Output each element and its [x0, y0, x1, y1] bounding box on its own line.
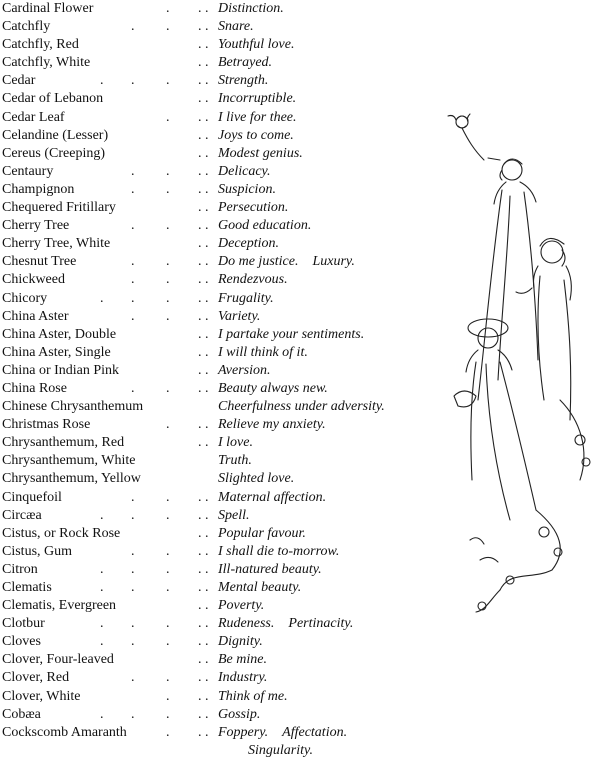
flower-name: Chequered Fritillary	[2, 200, 116, 216]
flower-meaning: Mental beauty.	[218, 580, 302, 595]
flower-name: Chrysanthemum, White	[2, 453, 136, 469]
leader-dot: .	[198, 706, 202, 722]
rose-flower-icon	[448, 114, 484, 160]
leader-dot: .	[100, 561, 104, 577]
leader-dot: .	[198, 181, 202, 197]
leader-dot: .	[205, 37, 209, 53]
flower-name: Chinese Chrysanthemum	[2, 399, 144, 415]
leader-dot: .	[131, 73, 135, 89]
flower-name: Chesnut Tree	[2, 254, 77, 270]
leader-dot: .	[131, 19, 135, 35]
leader-dot: .	[198, 19, 202, 35]
flower-name: Clotbur	[2, 616, 45, 632]
leader-dot: .	[198, 308, 202, 324]
leader-dot: .	[198, 507, 202, 523]
flower-meaning: Rendezvous.	[218, 272, 288, 288]
flower-name: China Aster	[2, 308, 69, 324]
flower-meaning: Beauty always new.	[218, 380, 328, 396]
flower-meaning-secondary: Luxury.	[312, 254, 355, 270]
leader-dot: .	[205, 73, 209, 89]
leader-dot: .	[131, 380, 135, 396]
flower-name: Cistus, or Rock Rose	[2, 525, 121, 541]
entry-row	[0, 253, 440, 271]
leader-dot: .	[166, 634, 170, 650]
leader-dot: .	[205, 362, 209, 378]
leader-dot: .	[205, 272, 209, 288]
leader-dot: .	[198, 91, 202, 107]
flower-meaning: Betrayed.	[218, 55, 273, 71]
flower-name: Cedar	[2, 73, 36, 89]
flower-name: Cherry Tree	[2, 218, 70, 234]
flower-meaning: Aversion.	[218, 362, 271, 378]
flower-meaning: Popular favour.	[218, 525, 306, 541]
entry-row	[0, 543, 440, 561]
leader-dot: .	[166, 73, 170, 89]
flower-meaning: I live for thee.	[218, 109, 297, 125]
flower-name: Cockscomb Amaranth	[2, 724, 127, 740]
flower-meaning: Incorruptible.	[218, 91, 297, 107]
entry-row	[0, 54, 440, 72]
flower-name: Cherry Tree, White	[2, 236, 111, 252]
flower-meaning: Industry.	[218, 670, 268, 686]
leader-dot: .	[205, 344, 209, 360]
flower-name: Clematis	[2, 580, 52, 595]
leader-dot: .	[205, 507, 209, 523]
flower-meaning: Dignity.	[218, 634, 263, 650]
entry-row	[0, 525, 440, 543]
flower-meaning: Spell.	[218, 507, 250, 523]
leader-dot: .	[166, 109, 170, 125]
entry-row	[0, 18, 440, 36]
leader-dot: .	[205, 670, 209, 686]
leader-dot: .	[198, 525, 202, 541]
leader-dot: .	[131, 290, 135, 306]
leader-dot: .	[205, 598, 209, 614]
flower-name: Champignon	[2, 181, 75, 197]
leader-dot: .	[205, 91, 209, 107]
entry-row	[0, 706, 440, 724]
flower-name: Cereus (Creeping)	[2, 145, 106, 161]
entry-row	[0, 145, 440, 163]
entry-row	[0, 109, 440, 127]
flower-name: Christmas Rose	[2, 417, 91, 433]
leader-dot: .	[205, 561, 209, 577]
entry-row	[0, 489, 440, 507]
leader-dot: .	[198, 417, 202, 433]
entry-row	[0, 163, 440, 181]
flower-name: China or Indian Pink	[2, 362, 120, 378]
flower-name: Cistus, Gum	[2, 543, 73, 559]
leader-dot: .	[205, 308, 209, 324]
entry-row	[0, 362, 440, 380]
leader-dot: .	[205, 380, 209, 396]
flower-name: China Rose	[2, 380, 67, 396]
flower-meaning: Cheerfulness under adversity.	[218, 399, 385, 415]
leader-dot: .	[131, 634, 135, 650]
leader-dot: .	[131, 489, 135, 505]
leader-dot: .	[205, 616, 209, 632]
entry-row	[0, 36, 440, 54]
flower-name: Chickweed	[2, 272, 65, 288]
leader-dot: .	[166, 380, 170, 396]
leader-dot: .	[205, 634, 209, 650]
leader-dot: .	[198, 254, 202, 270]
flower-meaning: I partake your sentiments.	[218, 326, 365, 342]
entry-row	[0, 290, 440, 308]
leader-dot: .	[166, 218, 170, 234]
entry-row	[0, 470, 440, 488]
leader-dot: .	[198, 55, 202, 71]
entry-row	[0, 72, 440, 90]
leader-dot: .	[198, 326, 202, 342]
leader-dot: .	[131, 616, 135, 632]
leader-dot: .	[166, 616, 170, 632]
leader-dot: .	[205, 724, 209, 740]
leader-dot: .	[100, 507, 104, 523]
flower-meaning: Gossip.	[218, 706, 261, 722]
entry-row	[0, 398, 440, 416]
flower-meaning: Strength.	[218, 73, 269, 89]
flower-meaning: Persecution.	[218, 200, 289, 216]
flower-meaning: I love.	[218, 435, 253, 451]
leader-dot: .	[205, 145, 209, 161]
leader-dot: .	[166, 580, 170, 595]
leader-dot: .	[166, 724, 170, 740]
leader-dot: .	[166, 272, 170, 288]
leader-dot: .	[198, 145, 202, 161]
flower-meaning: Ill-natured beauty.	[218, 561, 322, 577]
entry-row	[0, 235, 440, 253]
flower-meaning: Snare.	[218, 19, 254, 35]
flower-meaning: Truth.	[218, 453, 252, 469]
flower-meaning: Suspicion.	[218, 181, 276, 197]
leader-dot: .	[100, 73, 104, 89]
leader-dot: .	[100, 580, 104, 595]
leader-dot: .	[205, 55, 209, 71]
leader-dot: .	[166, 489, 170, 505]
leader-dot: .	[205, 525, 209, 541]
leader-dot: .	[198, 580, 202, 595]
leader-dot: .	[166, 706, 170, 722]
leader-dot: .	[198, 670, 202, 686]
flower-name: Catchfly, Red	[2, 37, 79, 53]
entry-row	[0, 507, 440, 525]
entry-row	[0, 90, 440, 108]
leader-dot: .	[198, 127, 202, 143]
flower-meaning: Youthful love.	[218, 37, 295, 53]
flower-name: Clover, Red	[2, 670, 70, 686]
leader-dot: .	[166, 543, 170, 559]
leader-dot: .	[198, 236, 202, 252]
flower-meaning: Variety.	[218, 308, 261, 324]
entry-row	[0, 326, 440, 344]
girl-top-icon	[478, 158, 538, 400]
leader-dot: .	[205, 127, 209, 143]
leader-dot: .	[166, 561, 170, 577]
leader-dot: .	[100, 706, 104, 722]
leader-dot: .	[198, 561, 202, 577]
flower-name: Cedar of Lebanon	[2, 91, 104, 107]
flower-meaning: I will think of it.	[218, 344, 308, 360]
entry-row	[0, 127, 440, 145]
leader-dot: .	[205, 543, 209, 559]
flower-name: Chrysanthemum, Red	[2, 435, 125, 451]
leader-dot: .	[131, 543, 135, 559]
leader-dot: .	[205, 688, 209, 704]
flower-name: Celandine (Lesser)	[2, 127, 109, 143]
flower-name: China Aster, Single	[2, 344, 111, 360]
flower-meaning: Delicacy.	[218, 163, 271, 179]
leader-dot: .	[198, 724, 202, 740]
leader-dot: .	[205, 652, 209, 668]
flower-name: Clematis, Evergreen	[2, 598, 117, 614]
entry-row	[0, 561, 440, 579]
leader-dot: .	[198, 163, 202, 179]
leader-dot: .	[198, 616, 202, 632]
leader-dot: .	[166, 688, 170, 704]
entry-row	[0, 271, 440, 289]
entry-row	[0, 651, 440, 669]
flower-meaning: Good education.	[218, 218, 312, 234]
leader-dot: .	[198, 543, 202, 559]
flower-name: Circæa	[2, 507, 42, 523]
leader-dot: .	[198, 290, 202, 306]
leader-dot: .	[205, 580, 209, 595]
leader-dot: .	[166, 254, 170, 270]
flower-meaning: Poverty.	[218, 598, 265, 614]
flower-name: Cobæa	[2, 706, 41, 722]
leader-dot: .	[166, 181, 170, 197]
leader-dot: .	[100, 616, 104, 632]
entry-row	[0, 416, 440, 434]
leader-dot: .	[198, 109, 202, 125]
flower-meaning: Think of me.	[218, 688, 288, 704]
leader-dot: .	[131, 561, 135, 577]
flower-meaning: Be mine.	[218, 652, 267, 668]
flower-name: Cedar Leaf	[2, 109, 65, 125]
entry-row	[0, 434, 440, 452]
leader-dot: .	[198, 73, 202, 89]
leader-dot: .	[198, 272, 202, 288]
leader-dot: .	[166, 290, 170, 306]
leader-dot: .	[198, 37, 202, 53]
leader-dot: .	[131, 308, 135, 324]
leader-dot: .	[100, 634, 104, 650]
meaning-continuation: Singularity.	[248, 743, 313, 759]
leader-dot: .	[205, 1, 209, 16]
leader-dot: .	[198, 344, 202, 360]
flower-meaning: Rudeness. Pertinacity.	[218, 616, 354, 632]
leader-dot: .	[131, 580, 135, 595]
leader-dot: .	[198, 380, 202, 396]
flower-meaning: I shall die to-morrow.	[218, 543, 340, 559]
leader-dot: .	[131, 670, 135, 686]
entry-row	[0, 199, 440, 217]
flower-meaning: Relieve my anxiety.	[218, 417, 326, 433]
flower-name: Catchfly	[2, 19, 51, 35]
entry-row	[0, 615, 440, 633]
leader-dot: .	[205, 290, 209, 306]
leader-dot: .	[166, 1, 170, 16]
leader-dot: .	[205, 163, 209, 179]
leader-dot: .	[198, 218, 202, 234]
leader-dot: .	[166, 163, 170, 179]
leader-dot: .	[198, 652, 202, 668]
leader-dot: .	[205, 200, 209, 216]
entry-row	[0, 380, 440, 398]
leader-dot: .	[131, 706, 135, 722]
entry-row	[0, 579, 440, 597]
flower-name: Chicory	[2, 290, 48, 306]
flower-name: Cardinal Flower	[2, 1, 94, 16]
flower-name: Cloves	[2, 634, 41, 650]
flower-meaning: Do me justice. Luxury.	[218, 254, 355, 270]
flower-name: Clover, Four-leaved	[2, 652, 114, 668]
leader-dot: .	[166, 507, 170, 523]
leader-dot: .	[131, 181, 135, 197]
entry-row	[0, 344, 440, 362]
flower-meaning: Deception.	[218, 236, 280, 252]
leader-dot: .	[205, 435, 209, 451]
flower-name: Clover, White	[2, 688, 81, 704]
leader-dot: .	[198, 1, 202, 16]
leader-dot: .	[166, 308, 170, 324]
leader-dot: .	[198, 688, 202, 704]
flower-name: Citron	[2, 561, 38, 577]
entry-row	[0, 633, 440, 651]
leader-dot: .	[198, 362, 202, 378]
trailing-vine-icon	[470, 400, 590, 612]
leader-dot: .	[131, 163, 135, 179]
girls-with-flowers-illustration	[440, 100, 603, 620]
flower-name: Chrysanthemum, Yellow	[2, 471, 141, 487]
leader-dot: .	[198, 598, 202, 614]
leader-dot: .	[131, 272, 135, 288]
girl-bonnet-icon	[454, 319, 536, 520]
flower-meaning: Joys to come.	[218, 127, 294, 143]
leader-dot: .	[205, 218, 209, 234]
flower-meaning-secondary: Pertinacity.	[288, 616, 354, 632]
entry-row	[0, 669, 440, 687]
girl-right-icon	[516, 238, 571, 420]
flower-meaning-secondary: Affectation.	[282, 724, 348, 740]
leader-dot: .	[205, 254, 209, 270]
leader-dot: .	[131, 507, 135, 523]
leader-dot: .	[205, 417, 209, 433]
entry-row	[0, 452, 440, 470]
flower-name: Catchfly, White	[2, 55, 91, 71]
flower-name: Centaury	[2, 163, 54, 179]
flower-meaning: Slighted love.	[218, 471, 295, 487]
leader-dot: .	[205, 19, 209, 35]
leader-dot: .	[205, 326, 209, 342]
entry-row	[0, 217, 440, 235]
leader-dot: .	[205, 109, 209, 125]
flower-name: Cinquefoil	[2, 489, 62, 505]
flower-meaning: Foppery. Affectation.	[218, 724, 348, 740]
leader-dot: .	[198, 200, 202, 216]
leader-dot: .	[205, 181, 209, 197]
leader-dot: .	[166, 670, 170, 686]
flower-meaning: Distinction.	[218, 1, 284, 16]
entry-row	[0, 688, 440, 706]
leader-dot: .	[131, 254, 135, 270]
leader-dot: .	[166, 417, 170, 433]
leader-dot: .	[100, 290, 104, 306]
flower-name: China Aster, Double	[2, 326, 117, 342]
flower-meaning: Frugality.	[218, 290, 274, 306]
entry-row	[0, 597, 440, 615]
leader-dot: .	[205, 236, 209, 252]
entry-row	[0, 724, 440, 742]
leader-dot: .	[198, 435, 202, 451]
flower-meaning: Modest genius.	[218, 145, 303, 161]
entry-row	[0, 308, 440, 326]
entry-row	[0, 0, 440, 18]
leader-dot: .	[205, 489, 209, 505]
leader-dot: .	[131, 218, 135, 234]
flower-meaning: Maternal affection.	[218, 489, 327, 505]
leader-dot: .	[205, 706, 209, 722]
leader-dot: .	[198, 634, 202, 650]
leader-dot: .	[166, 19, 170, 35]
entry-row	[0, 181, 440, 199]
leader-dot: .	[198, 489, 202, 505]
